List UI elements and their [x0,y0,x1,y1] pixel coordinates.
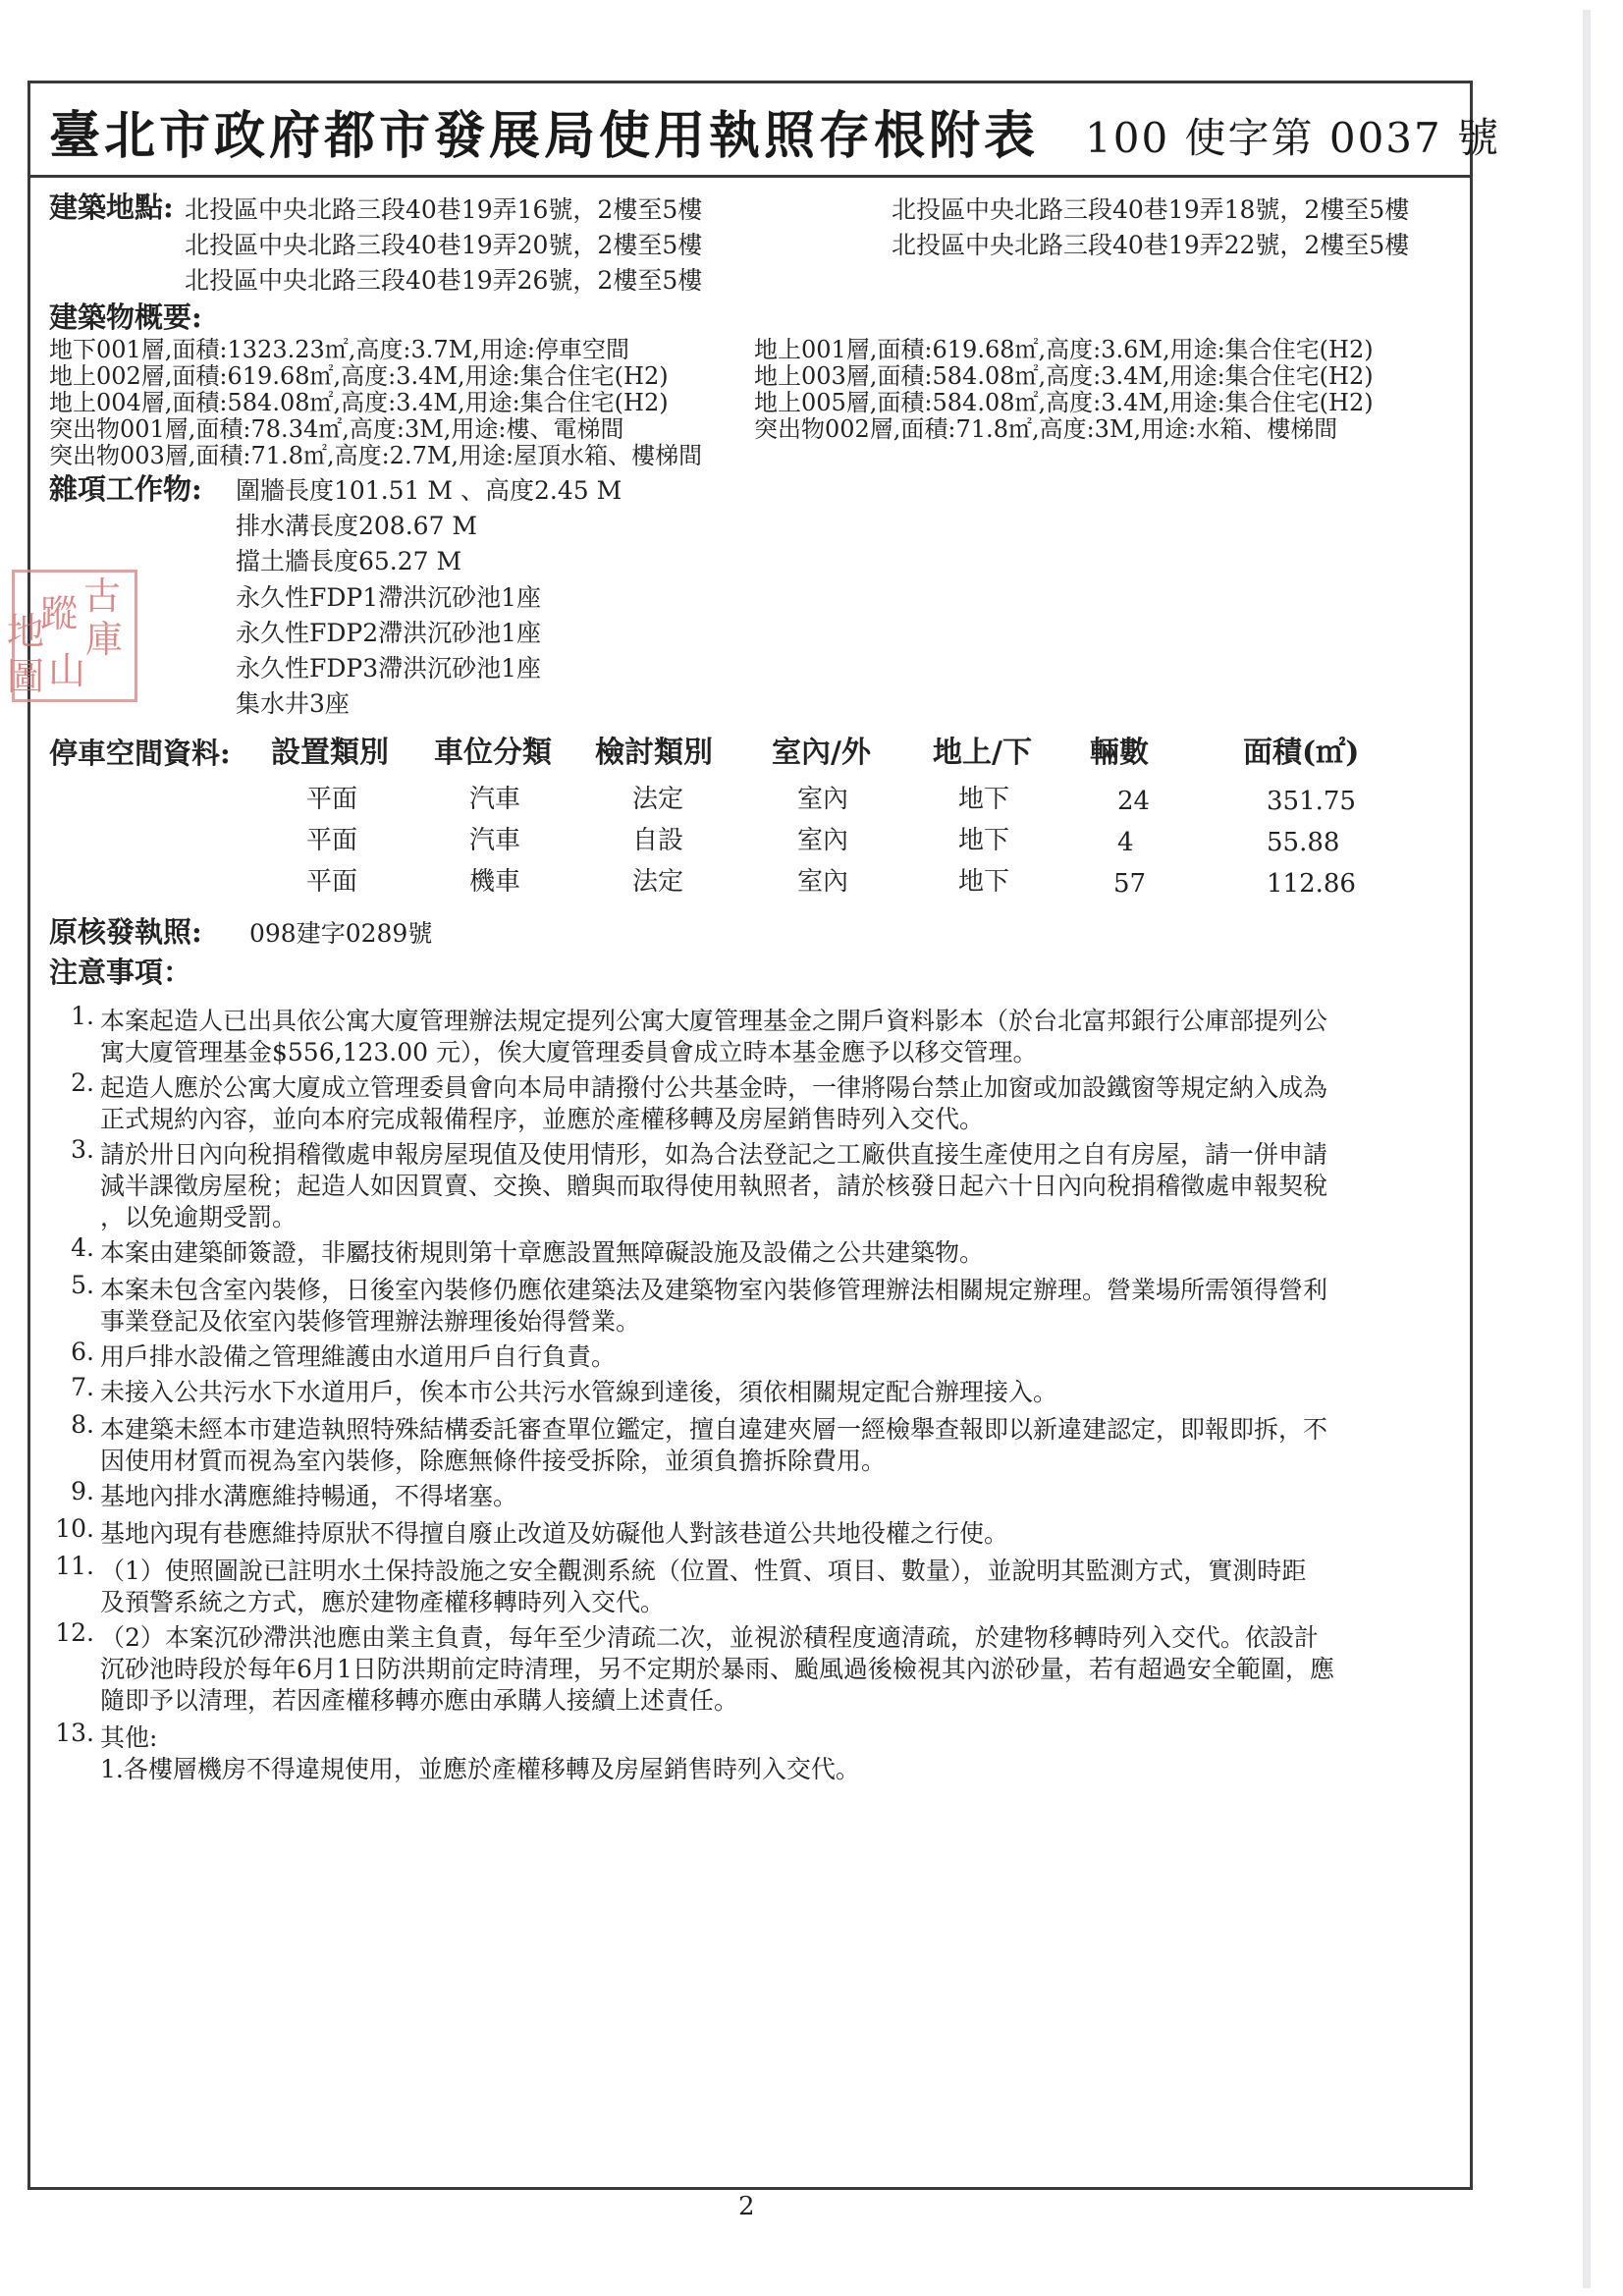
parking-cell: 地下 [958,867,1010,897]
page-title: 臺北市政府都市發展局使用執照存根附表 [49,106,1040,166]
overview-left-3: 地上004層,面積:584.08㎡,高度:3.4M,用途:集合住宅(H2) [49,389,669,416]
scan-edge [1583,10,1591,2288]
seal-char: 蹤 [40,592,79,635]
note-line: 基地內現有巷應維持原狀不得擅自廢止改道及妨礙他人對該巷道公共地役權之行使。 [100,1519,1009,1548]
parking-header: 車位分類 [434,736,552,770]
note-line: 未接入公共污水下水道用戶，俟本市公共污水管線到達後，須依相關規定配合辦理接入。 [100,1378,1058,1406]
overview-left-2: 地上002層,面積:619.68㎡,高度:3.4M,用途:集合住宅(H2) [49,362,669,390]
parking-cell: 平面 [306,826,358,855]
note-line: 本案由建築師簽證，非屬技術規則第十章應設置無障礙設施及設備之公共建築物。 [100,1238,985,1267]
address-left-3: 北投區中央北路三段40巷19弄26號，2樓至5樓 [185,266,703,295]
parking-cell: 24 [1117,787,1151,816]
parking-cell: 法定 [632,785,684,814]
misc-works-item: 永久性FDP2滯洪沉砂池1座 [236,619,542,647]
seal-char: 圖 [7,655,45,698]
note-number: 3. [71,1135,94,1164]
address-label: 建築地點: [49,191,174,224]
note-number: 13. [55,1719,94,1747]
note-line: 起造人應於公寓大廈成立管理委員會向本局申請撥付公共基金時，一律將陽台禁止加窗或加設鐵窗等規定納入成為 [100,1073,1328,1102]
address-right-1: 北投區中央北路三段40巷19弄18號，2樓至5樓 [892,195,1410,224]
parking-cell: 室內 [797,826,849,855]
note-number: 5. [71,1271,94,1299]
note-line: 及預警系統之方式，應於建物產權移轉時列入交代。 [100,1588,666,1616]
note-number: 1. [71,1002,94,1030]
original-permit-value: 098建字0289號 [249,919,433,948]
seal-char: 古 [83,574,122,618]
overview-right-4: 突出物002層,面積:71.8㎡,高度:3M,用途:水箱、樓梯間 [754,415,1338,443]
note-line: （1）使照圖說已註明水土保持設施之安全觀測系統（位置、性質、項目、數量），並說明其監測方式，實測時距 [100,1557,1307,1585]
note-number: 6. [71,1338,94,1366]
note-number: 2. [71,1068,94,1097]
page-number: 2 [738,2192,755,2221]
address-right-2: 北投區中央北路三段40巷19弄22號，2樓至5樓 [892,231,1410,259]
parking-cell: 室內 [797,867,849,897]
misc-works-label: 雜項工作物: [49,472,202,506]
note-number: 4. [71,1233,94,1262]
parking-header: 地上/下 [933,736,1032,770]
overview-left-1: 地下001層,面積:1323.23㎡,高度:3.7M,用途:停車空間 [49,336,629,363]
misc-works-item: 排水溝長度208.67 M [236,512,478,540]
parking-cell: 平面 [306,785,358,814]
overview-right-2: 地上003層,面積:584.08㎡,高度:3.4M,用途:集合住宅(H2) [754,362,1374,390]
red-seal-stamp [7,570,137,702]
parking-cell: 地下 [958,785,1010,814]
seal-char: 地 [7,610,45,653]
parking-cell: 55.88 [1267,828,1340,857]
permit-number: 100 使字第 0037 號 [1085,114,1501,162]
parking-cell: 自設 [632,826,684,855]
note-number: 7. [71,1373,94,1401]
overview-label: 建築物概要: [49,301,202,334]
misc-works-item: 集水井3座 [236,689,350,718]
seal-char: 庫 [85,618,124,661]
parking-cell: 法定 [632,867,684,897]
note-line: 隨即予以清理，若因產權移轉亦應由承購人接續上述責任。 [100,1686,739,1715]
parking-cell: 平面 [306,867,358,897]
note-line: 正式規約內容，並向本府完成報備程序，並應於產權移轉及房屋銷售時列入交代。 [100,1105,985,1133]
note-line: 本建築未經本市建造執照特殊結構委託審查單位鑑定，擅自違建夾層一經檢舉查報即以新違建認定，即報即拆，不 [100,1415,1328,1444]
note-line: 1.各樓層機房不得違規使用，並應於產權移轉及房屋銷售時列入交代。 [100,1755,860,1783]
seal-char: 山 [48,649,86,692]
original-permit-label: 原核發執照: [49,915,202,949]
note-line: 減半課徵房屋稅；起造人如因買賣、交換、贈與而取得使用執照者，請於核發日起六十日內向稅捐稽徵處申報契稅 [100,1172,1328,1200]
parking-cell: 機車 [469,867,521,897]
misc-works-item: 擋土牆長度65.27 M [236,547,462,575]
overview-right-1: 地上001層,面積:619.68㎡,高度:3.6M,用途:集合住宅(H2) [754,336,1374,363]
note-number: 12. [55,1618,94,1647]
note-line: 本案未包含室內裝修，日後室內裝修仍應依建築法及建築物室內裝修管理辦法相關規定辦理。營業場所需領得營利 [100,1276,1328,1304]
misc-works-item: 永久性FDP3滯洪沉砂池1座 [236,654,542,683]
parking-label: 停車空間資料: [49,737,231,770]
note-line: （2）本案沉砂滯洪池應由業主負責，每年至少清疏二次，並視淤積程度適清疏，於建物移轉時列入交代。依設計 [100,1623,1319,1652]
note-line: 其他: [100,1723,158,1752]
note-line: 基地內排水溝應維持暢通，不得堵塞。 [100,1482,518,1510]
notes-label: 注意事項： [49,956,192,989]
parking-cell: 汽車 [469,826,521,855]
overview-right-3: 地上005層,面積:584.08㎡,高度:3.4M,用途:集合住宅(H2) [754,389,1374,416]
note-number: 9. [71,1477,94,1505]
note-line: 因使用材質而視為室內裝修，除應無條件接受拆除，並須負擔拆除費用。 [100,1447,887,1475]
parking-cell: 112.86 [1267,869,1356,899]
parking-cell: 4 [1117,828,1134,857]
parking-cell: 室內 [797,785,849,814]
note-line: 沉砂池時段於每年6月1日防洪期前定時清理，另不定期於暴雨、颱風過後檢視其內淤砂量，若有超過安全範圍，應 [100,1655,1334,1683]
parking-header: 檢討類別 [595,736,713,770]
parking-cell: 57 [1113,869,1147,899]
misc-works-item: 圍牆長度101.51 M 、高度2.45 M [236,476,622,505]
note-number: 11. [55,1552,94,1580]
note-line: 寓大廈管理基金$556,123.00 元），俟大廈管理委員會成立時本基金應予以移交管理。 [100,1038,1038,1066]
misc-works-item: 永久性FDP1滯洪沉砂池1座 [236,583,542,612]
parking-cell: 351.75 [1267,787,1356,816]
parking-cell: 地下 [958,826,1010,855]
note-number: 8. [71,1410,94,1439]
note-line: 請於卅日內向稅捐稽徵處申報房屋現值及使用情形，如為合法登記之工廠供直接生產使用之自有房屋，請一併申請 [100,1140,1328,1169]
note-line: 本案起造人已出具依公寓大廈管理辦法規定提列公寓大廈管理基金之開戶資料影本（於台北富邦銀行公庫部提列公 [100,1007,1328,1035]
parking-header: 面積(㎡) [1243,736,1360,770]
note-line: 用戶排水設備之管理維護由水道用戶自行負責。 [100,1342,617,1371]
parking-header: 輛數 [1090,736,1149,770]
header-divider [27,175,1473,178]
note-line: 事業登記及依室內裝修管理辦法辦理後始得營業。 [100,1307,641,1336]
parking-cell: 汽車 [469,785,521,814]
note-number: 10. [55,1514,94,1543]
address-left-1: 北投區中央北路三段40巷19弄16號，2樓至5樓 [185,195,703,224]
note-line: ，以免逾期受罰。 [100,1203,298,1231]
parking-header: 設置類別 [271,736,389,770]
parking-header: 室內/外 [772,736,871,770]
overview-left-5: 突出物003層,面積:71.8㎡,高度:2.7M,用途:屋頂水箱、樓梯間 [49,442,703,469]
address-left-2: 北投區中央北路三段40巷19弄20號，2樓至5樓 [185,231,703,259]
overview-left-4: 突出物001層,面積:78.34㎡,高度:3M,用途:樓、電梯間 [49,415,624,443]
